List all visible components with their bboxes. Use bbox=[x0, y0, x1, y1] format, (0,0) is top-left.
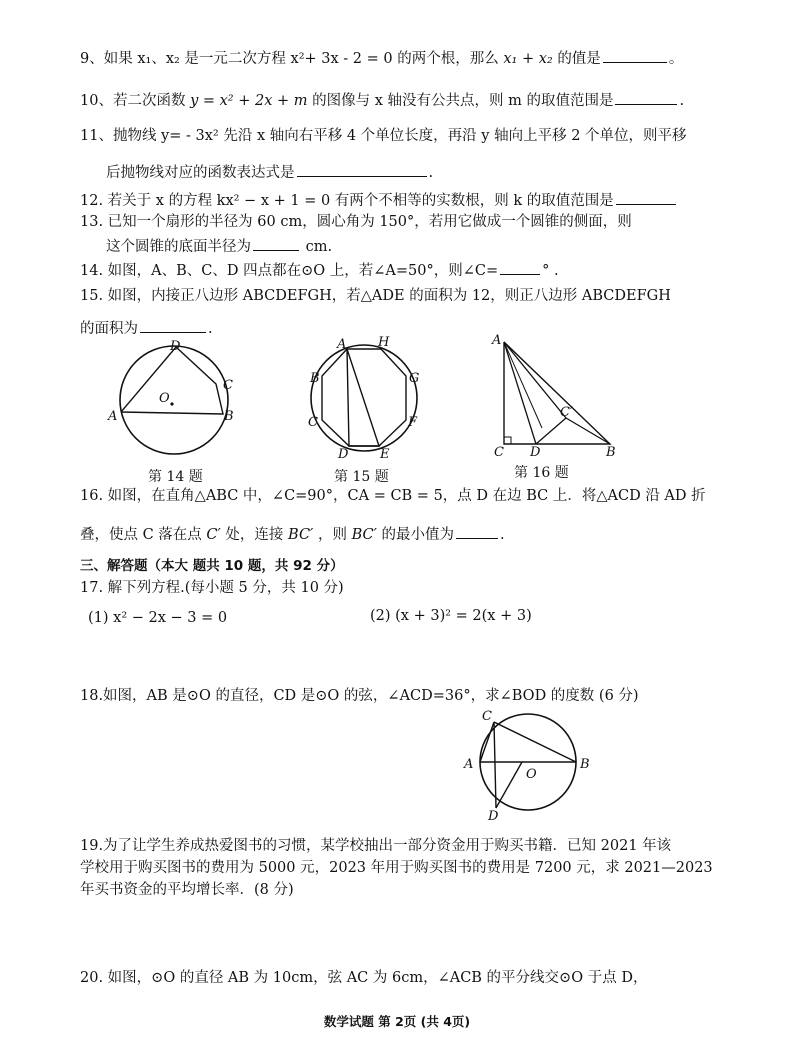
q17-part-2: (2) (x + 3)² = 2(x + 3) bbox=[370, 608, 532, 624]
question-11-line2: 后抛物线对应的函数表达式是 . bbox=[106, 162, 433, 183]
fig15-label-a: A bbox=[337, 337, 347, 352]
fig18-label-o: O bbox=[526, 767, 537, 782]
q13-unit: cm. bbox=[305, 239, 333, 255]
fig15-label-f: F bbox=[408, 415, 418, 430]
section-3-title: 三、解答题（本大 题共 10 题，共 92 分） bbox=[80, 558, 344, 574]
q12-text: 12. 若关于 x 的方程 kx² − x + 1 = 0 有两个不相等的实数根，则 k 的取值范围是 bbox=[80, 193, 614, 209]
q16-bc-prime: BC′ bbox=[288, 527, 314, 543]
q16-text-c: ，则 bbox=[317, 527, 347, 543]
q16-text-b: 处，连接 bbox=[225, 527, 284, 543]
fig14-label-d: D bbox=[170, 339, 181, 354]
question-13-line2 bbox=[106, 236, 332, 257]
question-12 bbox=[80, 190, 678, 211]
q16-c-prime: C′ bbox=[206, 527, 221, 543]
q16-bc-prime-2: BC′ bbox=[351, 527, 377, 543]
fig14-label-a: A bbox=[108, 409, 118, 424]
question-16-line2: 叠，使点 C 落在点 C′ 处，连接 BC′ ，则 BC′ 的最小值为 . bbox=[80, 524, 505, 545]
fig18-label-d: D bbox=[488, 809, 499, 824]
question-14 bbox=[80, 260, 559, 281]
fig15-label-d: D bbox=[338, 447, 349, 462]
q9-suffix: 的值是 bbox=[557, 51, 601, 67]
fig16-label-c-prime: C′ bbox=[560, 405, 573, 420]
q10-text: 10、若二次函数 bbox=[80, 93, 186, 109]
answer-blank bbox=[616, 190, 676, 205]
answer-blank bbox=[140, 318, 206, 333]
q10-suffix: 的图像与 x 轴没有公共点，则 m 的取值范围是 bbox=[312, 93, 614, 109]
question-19: 19.为了让学生养成热爱图书的习惯，某学校抽出一部分资金用于购买书籍．已知 2021 年该 bbox=[80, 838, 672, 854]
q17-part-1: (1) x² − 2x − 3 = 0 bbox=[88, 610, 228, 626]
fig16-label-b: B bbox=[606, 445, 616, 460]
question-13: 13. 已知一个扇形的半径为 60 cm，圆心角为 150°，若用它做成一个圆锥的侧面，则 bbox=[80, 214, 632, 230]
figure-16-caption: 第 16 题 bbox=[514, 465, 569, 481]
q9-expression: x₁ + x₂ bbox=[503, 51, 553, 67]
question-9: 9、如果 x₁、x₂ 是一元二次方程 x²+ 3x - 2 = 0 的两个根，那么 x₁ + x₂ 的值是 。 bbox=[80, 48, 683, 69]
answer-blank bbox=[500, 260, 540, 275]
fig16-label-c: C bbox=[494, 445, 504, 460]
q9-text: 9、如果 x₁、x₂ 是一元二次方程 x²+ 3x - 2 = 0 的两个根，那么 bbox=[80, 51, 499, 67]
fig16-label-a: A bbox=[492, 333, 502, 348]
q11-line2-text: 后抛物线对应的函数表达式是 bbox=[106, 165, 295, 181]
fig14-label-b: B bbox=[224, 409, 234, 424]
q16-text-d: 的最小值为 bbox=[381, 527, 454, 543]
question-19-line2: 学校用于购买图书的费用为 5000 元，2023 年用于购买图书的费用是 7200 元，求 2021—2023 bbox=[80, 860, 713, 876]
figure-14-caption: 第 14 题 bbox=[148, 469, 203, 485]
fig14-label-o: O bbox=[159, 391, 170, 406]
page-footer: 数学试题 第 2页 (共 4页) bbox=[323, 1014, 471, 1029]
q13-line2-text: 这个圆锥的底面半径为 bbox=[106, 239, 251, 255]
fig15-label-e: E bbox=[380, 447, 390, 462]
answer-blank bbox=[253, 236, 299, 251]
q10-expression: y = x² + 2x + m bbox=[190, 93, 308, 109]
answer-blank bbox=[615, 90, 677, 105]
question-19-line3: 年买书资金的平均增长率．(8 分) bbox=[80, 882, 294, 898]
question-20: 20. 如图，⊙O 的直径 AB 为 10cm，弦 AC 为 6cm，∠ACB 的平分线交⊙O 于点 D， bbox=[80, 970, 648, 986]
question-18: 18.如图，AB 是⊙O 的直径，CD 是⊙O 的弦，∠ACD=36°，求∠BOD 的度数 (6 分) bbox=[80, 688, 639, 704]
answer-blank bbox=[456, 524, 498, 539]
figure-14-circle bbox=[104, 334, 254, 464]
answer-blank bbox=[603, 48, 667, 63]
figure-18-circle bbox=[456, 706, 596, 824]
fig18-label-c: C bbox=[482, 709, 492, 724]
question-17: 17. 解下列方程.(每小题 5 分，共 10 分) bbox=[80, 580, 344, 596]
q14-suffix: ° . bbox=[542, 263, 559, 279]
q15-line2-text: 的面积为 bbox=[80, 321, 138, 337]
figure-15-octagon bbox=[300, 334, 430, 464]
question-10: 10、若二次函数 y = x² + 2x + m 的图像与 x 轴没有公共点，则 m 的取值范围是 . bbox=[80, 90, 684, 111]
figure-16-triangle bbox=[486, 332, 626, 462]
fig18-label-b: B bbox=[580, 757, 590, 772]
question-15-line2: 的面积为 . bbox=[80, 318, 213, 339]
fig18-label-a: A bbox=[464, 757, 474, 772]
question-15: 15. 如图，内接正八边形 ABCDEFGH，若△ADE 的面积为 12，则正八边形 ABCDEFGH bbox=[80, 288, 671, 304]
fig15-label-c: C bbox=[308, 415, 318, 430]
fig15-label-g: G bbox=[409, 371, 420, 386]
fig16-label-d: D bbox=[530, 445, 541, 460]
q14-text: 14. 如图，A、B、C、D 四点都在⊙O 上，若∠A=50°，则∠C= bbox=[80, 263, 499, 279]
question-11: 11、抛物线 y= - 3x² 先沿 x 轴向右平移 4 个单位长度，再沿 y 轴向上平移 2 个单位，则平移 bbox=[80, 128, 687, 144]
figure-15-caption: 第 15 题 bbox=[334, 469, 389, 485]
question-16: 16. 如图，在直角△ABC 中，∠C=90°，CA = CB = 5，点 D 在边 BC 上．将△ACD 沿 AD 折 bbox=[80, 488, 706, 504]
fig15-label-h: H bbox=[378, 335, 390, 350]
q16-text-a: 叠，使点 C 落在点 bbox=[80, 527, 202, 543]
fig15-label-b: B bbox=[310, 371, 320, 386]
answer-blank bbox=[297, 162, 427, 177]
fig14-label-c: C bbox=[223, 378, 233, 393]
